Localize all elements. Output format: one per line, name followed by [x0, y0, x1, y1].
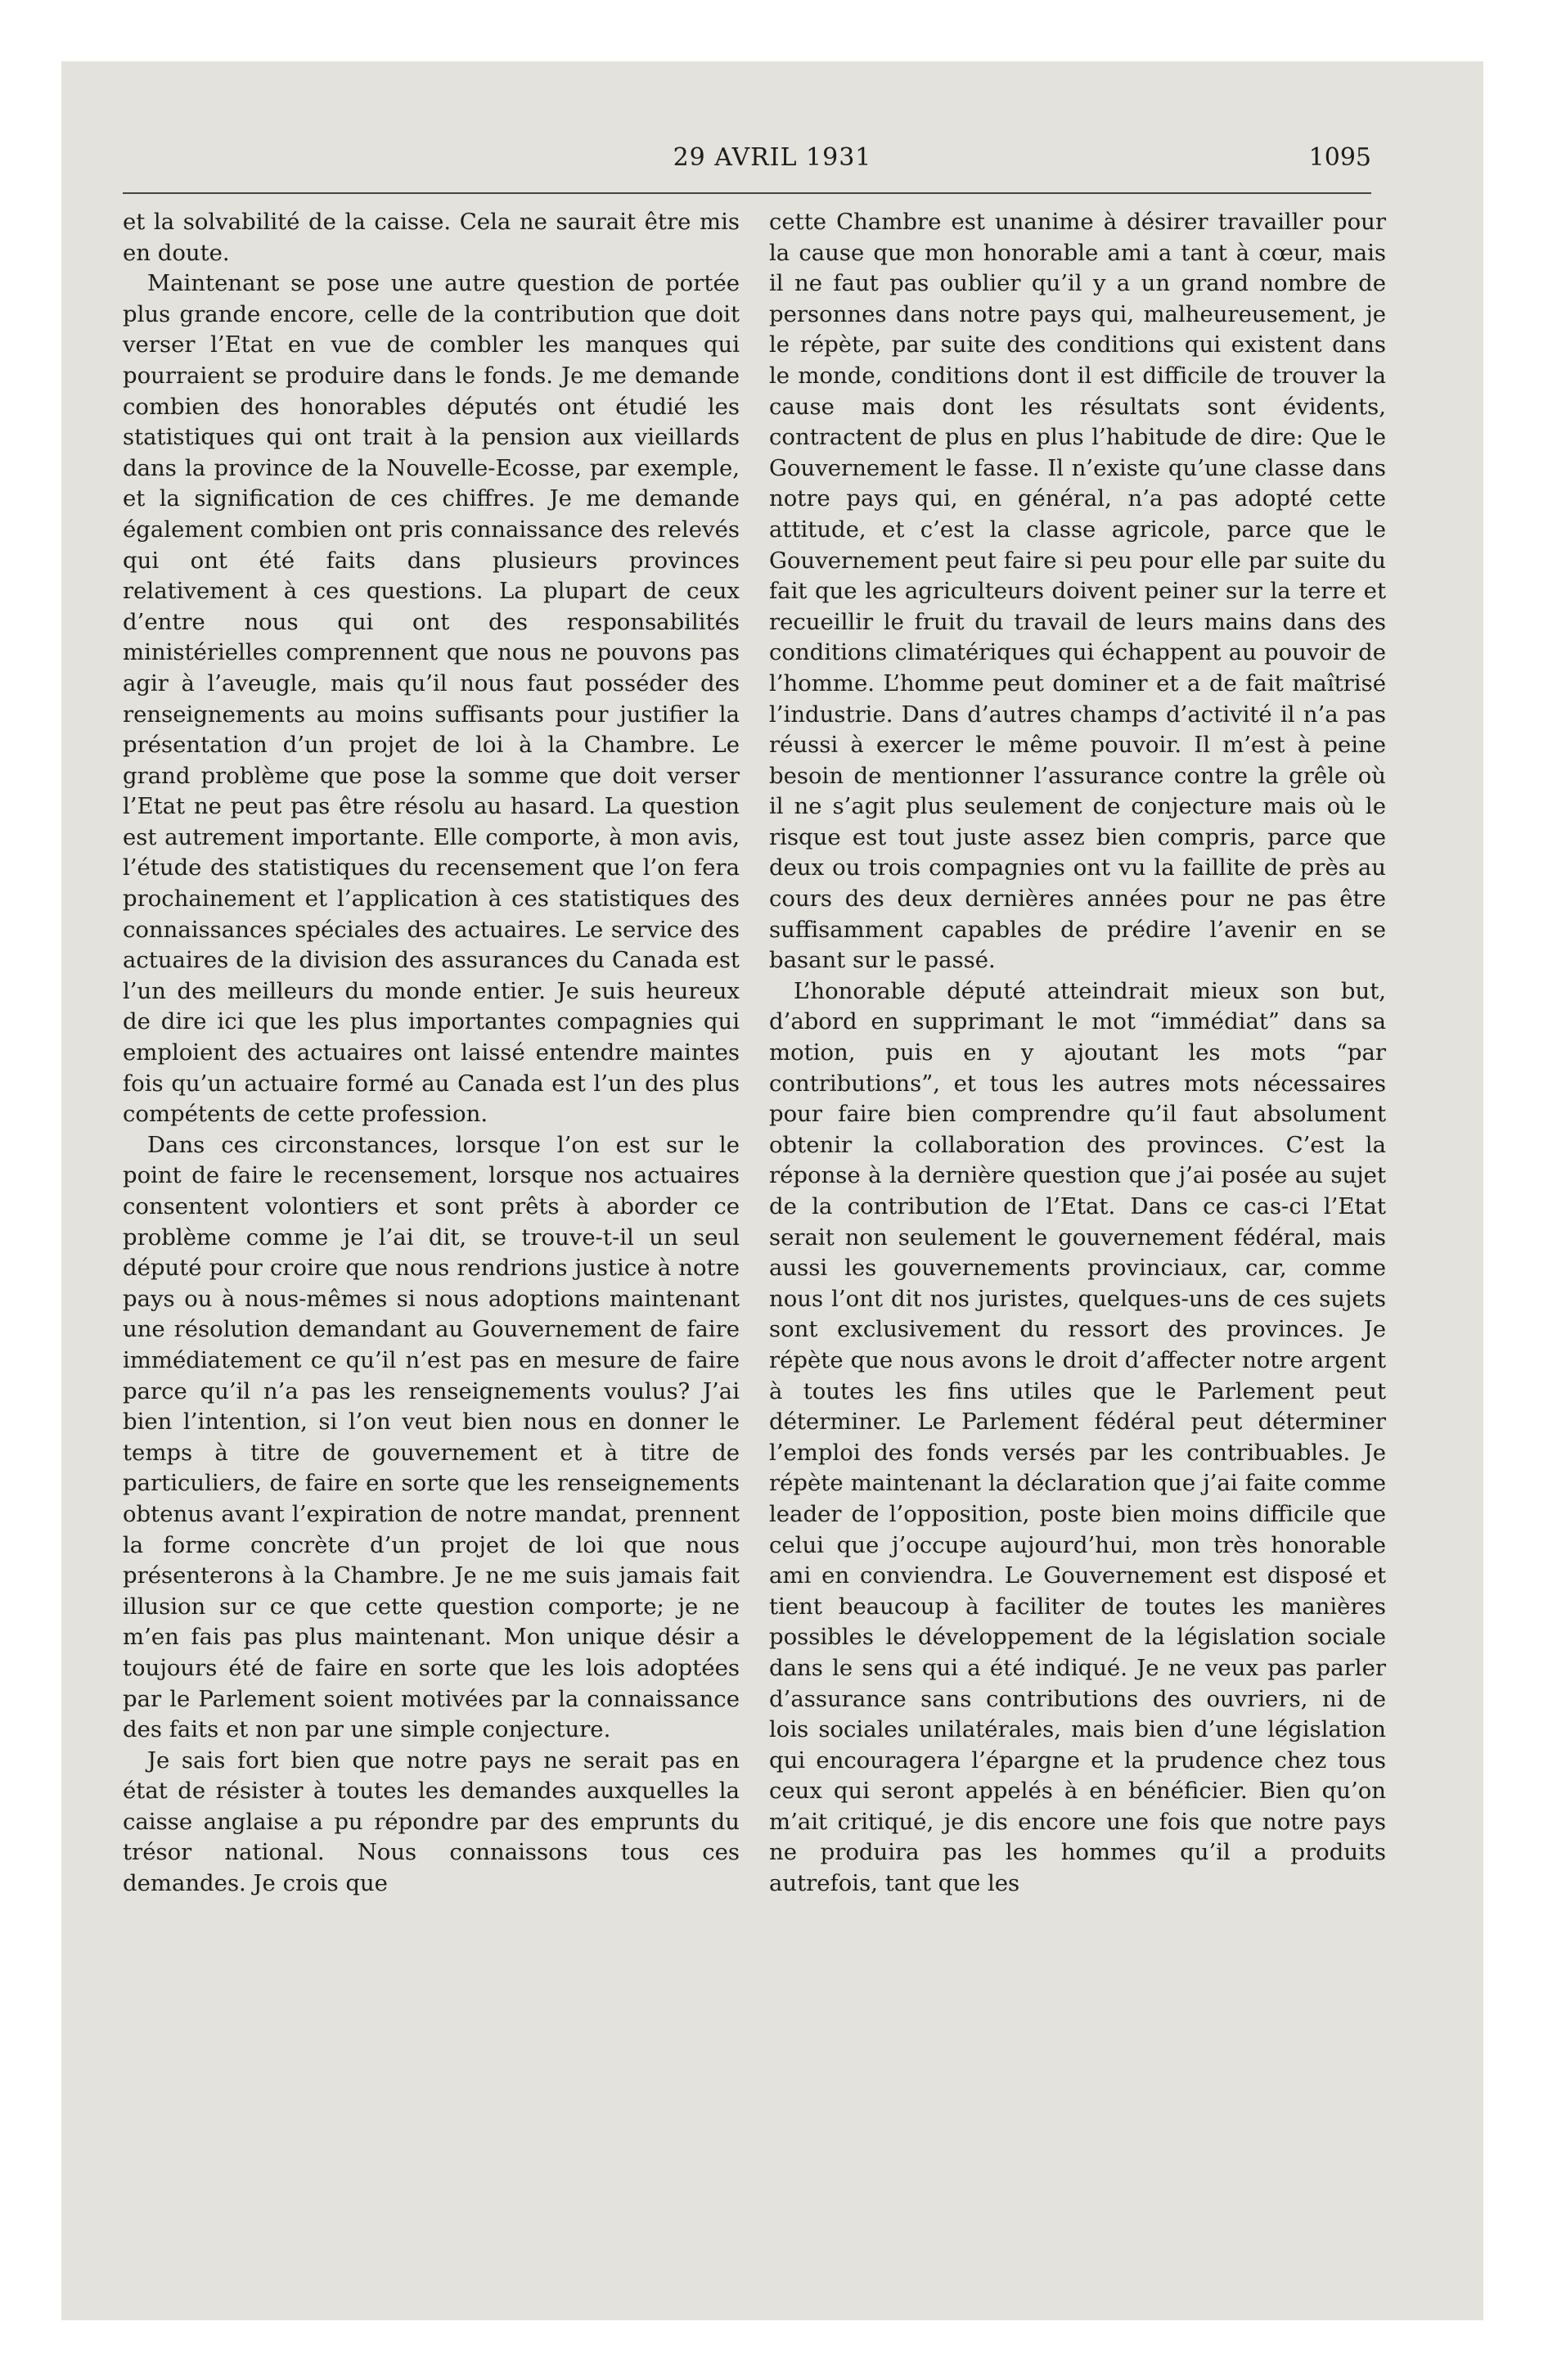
paragraph: Je sais fort bien que notre pays ne serait pas en état de résister à toutes les demandes auxquelles la caisse anglaise a pu répondre par des emprunts du trésor national. Nous connaissons tous ces demandes. Je crois que: [123, 1747, 740, 1897]
page-header: [61, 143, 1483, 192]
header-rule: [123, 192, 1371, 194]
paragraph: et la solvabilité de la caisse. Cela ne saurait être mis en doute.: [123, 209, 740, 266]
paragraph: L’honorable député atteindrait mieux son but, d’abord en supprimant le mot “immédiat” dans sa motion, puis en y ajoutant les mots “par contributions”, et tous les autres mots nécessaires pour faire bien comprendre qu’il faut absolument obtenir la collaboration des provinces. C’est la réponse à la dernière question que j’ai posée au sujet de la contribution de l’Etat. Dans ce cas-ci l’Etat serait non seulement le gouvernement fédéral, mais aussi les gouvernements provinciaux, car, comme nous l’ont dit nos juristes, quelques-uns de ces sujets sont exclusivement du ressort des provinces. Je répète que nous avons le droit d’affecter notre argent à toutes les fins utiles que le Parlement peut déterminer. Le Parlement fédéral peut déterminer l’emploi des fonds versés par les contribuables. Je répète maintenant la déclaration que j’ai faite comme leader de l’opposition, poste bien moins difficile que celui que j’occupe aujourd’hui, mon très honorable ami en conviendra. Le Gouvernement est disposé et tient beaucoup à faciliter de toutes les manières possibles le développement de la législation sociale dans le sens qui a été indiqué. Je ne veux pas parler d’assurance sans contributions des ouvriers, ni de lois sociales unilatérales, mais bien d’une législation qui encouragera l’épargne et la prudence chez tous ceux qui seront appelés à en bénéficier. Bien qu’on m’ait critiqué, je dis encore une fois que notre pays ne produira pas les hommes qu’il a produits autrefois, tant que les: [769, 977, 1386, 1897]
paragraph: cette Chambre est unanime à désirer travailler pour la cause que mon honorable ami a tant à cœur, mais il ne faut pas oublier qu’il y a un grand nombre de personnes dans notre pays qui, malheureusement, je le répète, par suite des conditions qui existent dans le monde, conditions dont il est difficile de trouver la cause mais dont les résultats sont évidents, contractent de plus en plus l’habitude de dire: Que le Gouvernement le fasse. Il n’existe qu’une classe dans notre pays qui, en général, n’a pas adopté cette attitude, et c’est la classe agricole, parce que le Gouvernement peut faire si peu pour elle par suite du fait que les agriculteurs doivent peiner sur la terre et recueillir le fruit du travail de leurs mains dans des conditions climatériques qui échappent au pouvoir de l’homme. L’homme peut dominer et a de fait maîtrisé l’industrie. Dans d’autres champs d’activité il n’a pas réussi à exercer le même pouvoir. Il m’est à peine besoin de mentionner l’assurance contre la grêle où il ne s’agit plus seulement de conjecture mais où le risque est tout juste assez bien compris, parce que deux ou trois compagnies ont vu la faillite de près au cours des deux dernières années pour ne pas être suffisamment capables de prédire l’avenir en se basant sur le passé.: [769, 209, 1386, 974]
right-column: [769, 207, 1386, 1900]
page-number: 1095: [1308, 143, 1371, 172]
document-page: [61, 61, 1483, 2320]
left-column: [123, 207, 740, 1900]
paragraph: Dans ces circonstances, lorsque l’on est sur le point de faire le recensement, lorsque nos actuaires consentent volontiers et sont prêts à aborder ce problème comme je l’ai dit, se trouve-t-il un seul député pour croire que nous rendrions justice à notre pays ou à nous-mêmes si nous adoptions maintenant une résolution demandant au Gouvernement de faire immédiatement ce qu’il n’est pas en mesure de faire parce qu’il n’a pas les renseignements voulus? J’ai bien l’intention, si l’on veut bien nous en donner le temps à titre de gouvernement et à titre de particuliers, de faire en sorte que les renseignements obtenus avant l’expiration de notre mandat, prennent la forme concrète d’un projet de loi que nous présenterons à la Chambre. Je ne me suis jamais fait illusion sur ce que cette question comporte; je ne m’en fais pas plus maintenant. Mon unique désir a toujours été de faire en sorte que les lois adoptées par le Parlement soient motivées par la connaissance des faits et non par une simple conjecture.: [123, 1131, 740, 1743]
paragraph: Maintenant se pose une autre question de portée plus grande encore, celle de la contribution que doit verser l’Etat en vue de combler les manques qui pourraient se produire dans le fonds. Je me demande combien des honorables députés ont étudié les statistiques qui ont trait à la pension aux vieillards dans la province de la Nouvelle-Ecosse, par exemple, et la signification de ces chiffres. Je me demande également combien ont pris connaissance des relevés qui ont été faits dans plusieurs provinces relativement à ces questions. La plupart de ceux d’entre nous qui ont des responsabilités ministérielles comprennent que nous ne pouvons pas agir à l’aveugle, mais qu’il nous faut posséder des renseignements au moins suffisants pour justifier la présentation d’un projet de loi à la Chambre. Le grand problème que pose la somme que doit verser l’Etat ne peut pas être résolu au hasard. La question est autrement importante. Elle comporte, à mon avis, l’étude des statistiques du recensement que l’on fera prochainement et l’application à ces statistiques des connaissances spéciales des actuaires. Le service des actuaires de la division des assurances du Canada est l’un des meilleurs du monde entier. Je suis heureux de dire ici que les plus importantes compagnies qui emploient des actuaires ont laissé entendre maintes fois qu’un actuaire formé au Canada est l’un des plus compétents de cette profession.: [123, 270, 740, 1128]
header-date: 29 AVRIL 1931: [673, 143, 872, 172]
